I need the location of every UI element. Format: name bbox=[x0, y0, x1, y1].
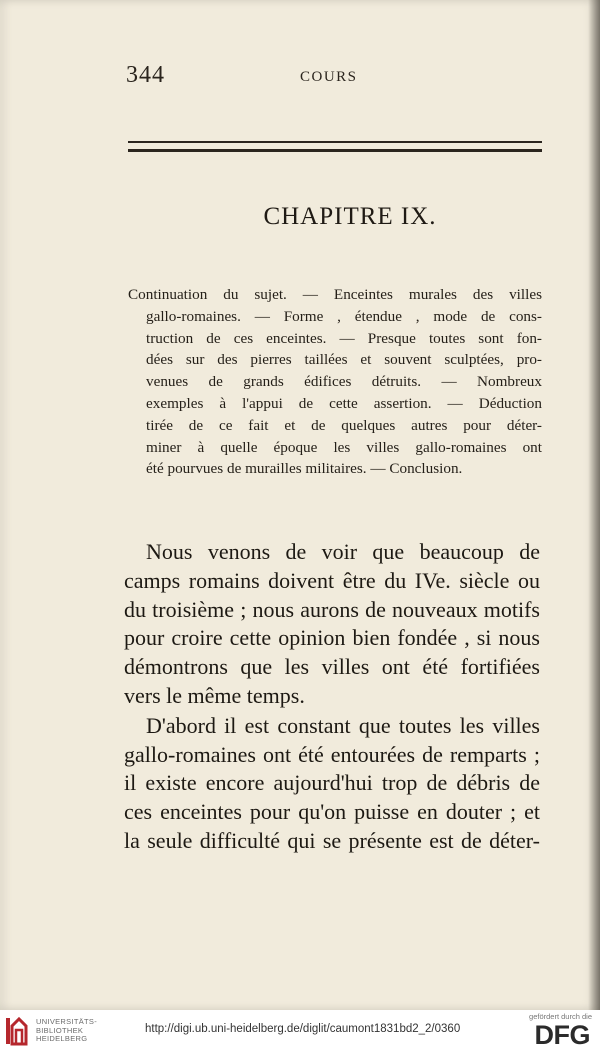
sponsor-caption: gefördert durch die bbox=[529, 1012, 592, 1021]
running-title: COURS bbox=[300, 69, 358, 85]
summary-line: venues de grands édifices détruits. — Nombreux bbox=[146, 373, 542, 391]
text-line: gallo-romaines ont été entourées de remparts ; bbox=[124, 741, 540, 767]
text-line: démontrons que les villes ont été fortifiées bbox=[124, 654, 540, 680]
summary-line: truction de ces enceintes. — Presque toutes sont fon- bbox=[146, 329, 542, 347]
paragraph-1 bbox=[124, 538, 540, 711]
permalink-url[interactable]: http://digi.ub.uni-heidelberg.de/diglit/caumont1831bd2_2/0360 bbox=[145, 1023, 461, 1035]
chapter-title: CHAPITRE IX. bbox=[263, 203, 437, 230]
header-rule-thin bbox=[128, 141, 542, 143]
text-line: il existe encore aujourd'hui trop de débris de bbox=[124, 770, 540, 796]
text-line: la seule difficulté qui se présente est de déter- bbox=[124, 827, 540, 853]
university-library-logo-icon bbox=[6, 1016, 32, 1046]
text-line: Nous venons de voir que beaucoup de bbox=[146, 539, 540, 564]
text-line: du troisième ; nous aurons de nouveaux motifs bbox=[124, 596, 540, 622]
library-name: UNIVERSITÄTS- BIBLIOTHEK HEIDELBERG bbox=[36, 1017, 97, 1043]
summary-line: tirée de ce fait et de quelques autres pour déter- bbox=[146, 416, 542, 434]
summary-line: exemples à l'appui de cette assertion. — Déduction bbox=[146, 394, 542, 412]
header-rule-thick bbox=[128, 149, 542, 152]
dfg-logo: DFG bbox=[534, 1020, 590, 1050]
chapter-summary bbox=[128, 284, 542, 480]
summary-line: Continuation du sujet. — Enceintes murales des villes bbox=[128, 286, 542, 303]
text-line: vers le même temps. bbox=[124, 682, 305, 708]
text-line: ces enceintes pour qu'on puisse en douter ; et bbox=[124, 799, 540, 825]
page-number: 344 bbox=[126, 62, 165, 88]
summary-line: dées sur des pierres taillées et souvent sculptées, pro- bbox=[146, 351, 542, 369]
summary-line: gallo-romaines. — Forme , étendue , mode de cons- bbox=[146, 307, 542, 325]
paragraph-2 bbox=[124, 712, 540, 856]
text-line: D'abord il est constant que toutes les villes bbox=[146, 712, 540, 738]
summary-line: miner à quelle époque les villes gallo-romaines ont bbox=[146, 438, 542, 456]
body-text bbox=[124, 538, 540, 856]
summary-line: été pourvues de murailles militaires. — Conclusion. bbox=[146, 460, 463, 478]
text-line: camps romains doivent être du IVe. siècle ou bbox=[124, 567, 540, 593]
text-line: pour croire cette opinion bien fondée , si nous bbox=[124, 625, 540, 651]
